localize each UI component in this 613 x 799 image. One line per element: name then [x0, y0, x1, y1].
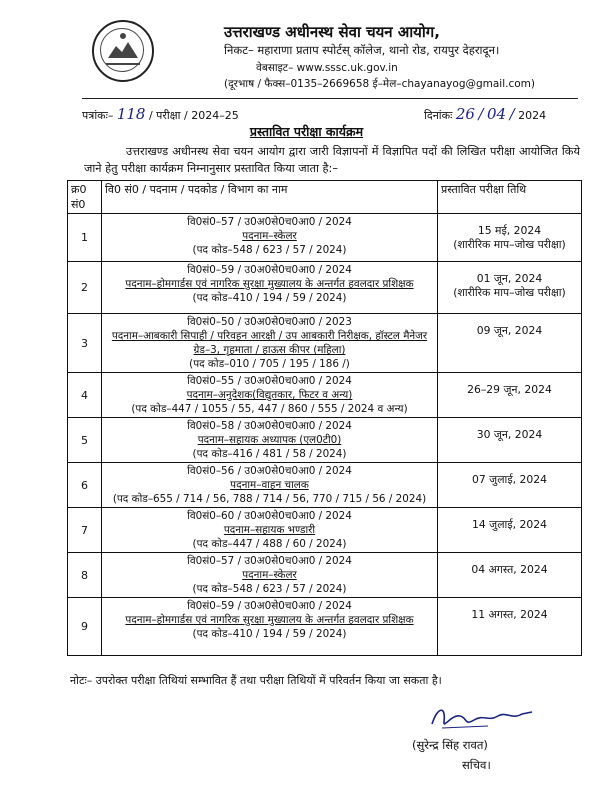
- exam-schedule-table: [67, 180, 582, 656]
- row-post-name: पदनाम–सहायक भण्डारी: [223, 524, 316, 536]
- header-post: वि0 सं0 / पदनाम / पदकोड / विभाग का नाम: [102, 181, 438, 214]
- table-row: [68, 262, 582, 314]
- table-row: [68, 418, 582, 463]
- row-sn: 5: [68, 418, 102, 463]
- row-post-details: [102, 598, 438, 656]
- intro-paragraph: उत्तराखण्ड अधीनस्थ सेवा चयन आयोग द्वारा जारी विज्ञापनों में विज्ञापित पदों की लिखित परीक्षा आयोजित किये जाने हेतु परीक्षा कार्यक्रम निम्नानुसार प्रस्तावित किया जाता है:–: [84, 145, 580, 175]
- row-post-name: पदनाम–सहायक अध्यापक (एल0टी0): [197, 434, 342, 446]
- row-sn: 2: [68, 262, 102, 314]
- row-adv-number: वि0सं0–56 / उ0अ0से0च0आ0 / 2024: [187, 465, 352, 477]
- row-exam-date: [438, 463, 582, 508]
- row-adv-number: वि0सं0–57 / उ0अ0से0च0आ0 / 2024: [187, 555, 352, 567]
- date-label: दिनांकः: [424, 109, 453, 122]
- row-post-code: (पद कोड–548 / 623 / 57 / 2024): [192, 583, 347, 595]
- row-post-name: पदनाम–होमगार्डस एवं नागरिक सुरक्षा मुख्यालय के अन्तर्गत हवलदार प्रशिक्षक: [125, 614, 414, 626]
- row-adv-number: वि0सं0–58 / उ0अ0से0च0आ0 / 2024: [187, 420, 352, 432]
- row-adv-number: वि0सं0–60 / उ0अ0से0च0आ0 / 2024: [187, 510, 352, 522]
- row-adv-number: वि0सं0–50 / उ0अ0से0च0आ0 / 2023: [187, 316, 352, 328]
- row-post-code: (पद कोड–410 / 194 / 59 / 2024): [192, 628, 347, 640]
- row-adv-number: वि0सं0–57 / उ0अ0से0च0आ0 / 2024: [187, 216, 352, 228]
- row-exam-date: [438, 373, 582, 418]
- row-post-name: पदनाम–स्केलर: [242, 230, 297, 242]
- commission-logo: [92, 20, 154, 82]
- row-post-details: [102, 373, 438, 418]
- header-divider: [82, 98, 578, 99]
- row-sn: 7: [68, 508, 102, 553]
- row-sn: 4: [68, 373, 102, 418]
- footnote: नोटः– उपरोक्त परीक्षा तिथियां सम्भावित हैं तथा परीक्षा तिथियों में परिवर्तन किया जा सकता है।: [70, 674, 442, 687]
- date-day: 26: [455, 105, 475, 123]
- signature-mark: [428, 702, 538, 732]
- row-date-value: 14 जुलाई, 2024: [472, 518, 547, 531]
- row-post-name: पदनाम–आबकारी सिपाही / परिवहन आरक्षी / उप आबकारी निरीक्षक, हॉस्टल मैनेजर ग्रेड–3, गृहमाता / हाऊस कीपर (महिला): [111, 330, 428, 356]
- row-post-details: [102, 553, 438, 598]
- row-adv-number: वि0सं0–55 / उ0अ0से0च0आ0 / 2024: [187, 375, 352, 387]
- table-row: [68, 508, 582, 553]
- row-exam-date: [438, 418, 582, 463]
- row-post-name: पदनाम–अनुदेशक(विद्युतकार, फिटर व अन्य): [186, 389, 353, 401]
- row-exam-date: [438, 508, 582, 553]
- table-row: [68, 598, 582, 656]
- org-name: उत्तराखण्ड अधीनस्थ सेवा चयन आयोग,: [224, 23, 440, 41]
- row-sn: 9: [68, 598, 102, 656]
- row-post-code: (पद कोड–416 / 481 / 58 / 2024): [192, 448, 347, 460]
- row-sn: 6: [68, 463, 102, 508]
- row-exam-date: [438, 553, 582, 598]
- row-post-name: पदनाम–होमगार्डस एवं नागरिक सुरक्षा मुख्यालय के अन्तर्गत हवलदार प्रशिक्षक: [125, 278, 414, 290]
- row-post-details: [102, 214, 438, 262]
- row-post-details: [102, 508, 438, 553]
- row-sn: 3: [68, 314, 102, 373]
- table-row: [68, 373, 582, 418]
- row-adv-number: वि0सं0–59 / उ0अ0से0च0आ0 / 2024: [187, 264, 352, 276]
- table-header-row: [68, 181, 582, 214]
- date-year: 2024: [518, 109, 547, 122]
- org-address: निकट– महाराणा प्रताप स्पोर्टस् कॉलेज, थानो रोड, रायपुर देहरादून।: [224, 43, 500, 57]
- row-date-value: 11 अगस्त, 2024: [471, 608, 548, 621]
- date-month: 04: [486, 105, 507, 123]
- ref-exam: / परीक्षा / 2024–25: [148, 109, 239, 122]
- reference-line: [82, 105, 239, 123]
- row-sn: 8: [68, 553, 102, 598]
- row-post-details: [102, 314, 438, 373]
- table-row: [68, 553, 582, 598]
- row-post-details: [102, 262, 438, 314]
- row-date-value: 15 मई, 2024: [477, 224, 542, 237]
- row-post-code: (पद कोड–447 / 1055 / 55, 447 / 860 / 555 / 2024 व अन्य): [131, 403, 408, 415]
- row-post-code: (पद कोड–548 / 623 / 57 / 2024): [192, 244, 347, 256]
- row-exam-date: [438, 314, 582, 373]
- row-post-details: [102, 418, 438, 463]
- row-exam-date: [438, 262, 582, 314]
- table-row: [68, 314, 582, 373]
- row-exam-date: [438, 214, 582, 262]
- ref-label: पत्रांकः–: [82, 109, 114, 122]
- row-date-note: (शारीरिक माप–जोख परीक्षा): [453, 286, 566, 299]
- row-date-value: 07 जुलाई, 2024: [472, 473, 547, 486]
- signatory-name: (सुरेन्द्र सिंह रावत): [412, 738, 488, 752]
- row-adv-number: वि0सं0–59 / उ0अ0से0च0आ0 / 2024: [187, 600, 352, 612]
- signatory-designation: सचिव।: [462, 758, 491, 772]
- row-date-value: 04 अगस्त, 2024: [471, 563, 548, 576]
- row-date-value: 01 जून, 2024: [476, 272, 543, 285]
- row-post-code: (पद कोड–010 / 705 / 195 / 186 /): [189, 358, 350, 370]
- row-post-code: (पद कोड–410 / 194 / 59 / 2024): [192, 292, 347, 304]
- header-sn: क्र0 सं0: [68, 181, 102, 214]
- ref-number: 118: [116, 105, 146, 123]
- date-line: दिनांकः 26 / 04 / 2024: [424, 105, 547, 123]
- row-sn: 1: [68, 214, 102, 262]
- row-post-details: [102, 463, 438, 508]
- row-post-name: पदनाम–स्केलर: [242, 569, 297, 581]
- document-title: प्रस्तावित परीक्षा कार्यक्रम: [249, 124, 364, 139]
- row-post-name: पदनाम–वाहन चालक: [230, 479, 309, 491]
- table-row: [68, 214, 582, 262]
- row-post-code: (पद कोड–655 / 714 / 56, 788 / 714 / 56, 770 / 715 / 56 / 2024): [112, 493, 427, 505]
- row-date-value: 09 जून, 2024: [476, 324, 543, 337]
- row-date-value: 30 जून, 2024: [476, 428, 543, 441]
- org-contact: (दूरभाष / फैक्स–0135–2669658 ई–मेल–chayanayog@gmail.com): [224, 78, 536, 90]
- row-exam-date: [438, 598, 582, 656]
- row-post-code: (पद कोड–447 / 488 / 60 / 2024): [192, 538, 347, 550]
- org-website[interactable]: वेबसाइट– www.sssc.uk.gov.in: [256, 62, 398, 74]
- table-row: [68, 463, 582, 508]
- row-date-note: (शारीरिक माप–जोख परीक्षा): [453, 238, 566, 251]
- header-date: प्रस्तावित परीक्षा तिथि: [438, 181, 582, 214]
- row-date-value: 26–29 जून, 2024: [467, 383, 552, 396]
